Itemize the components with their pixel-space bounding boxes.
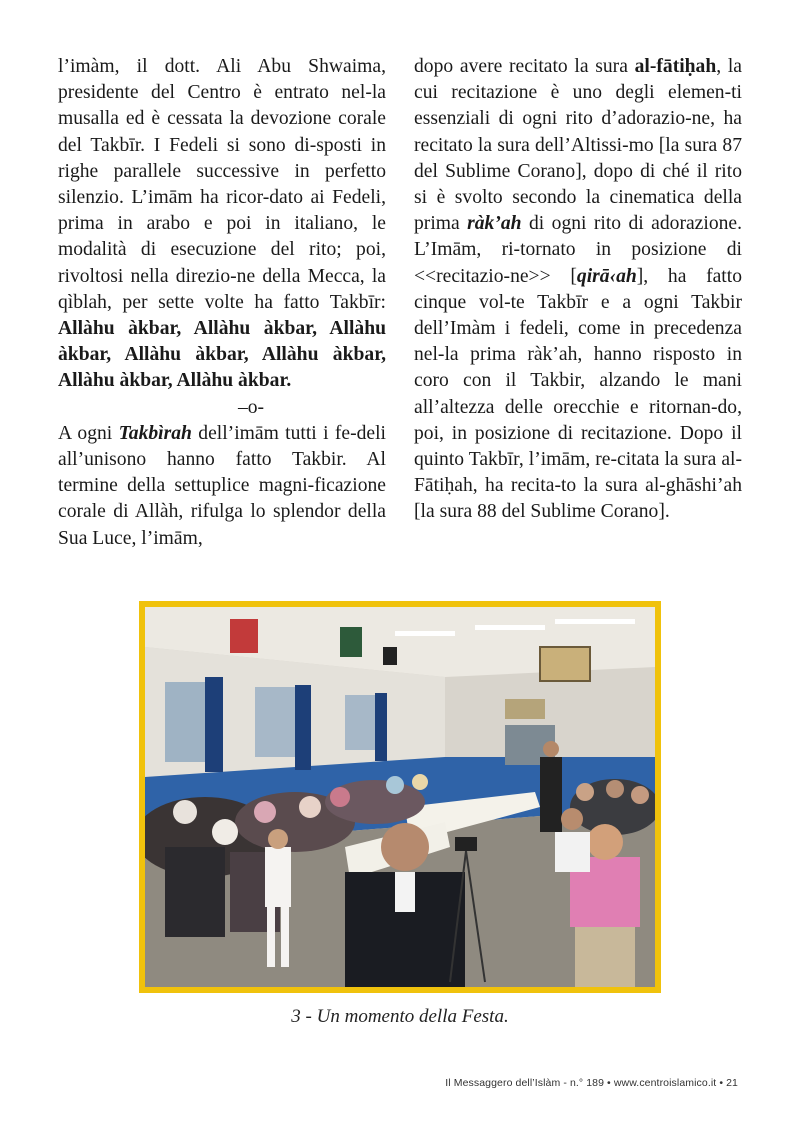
paragraph-text: , la cui recitazione è uno degli elemen-ti essenziali di ogni rito d’adorazio-ne, ha recitato la sura dell’Altissi-mo [la sura 87 del Sublime Corano], dopo di ché il rito si è svolto secondo la cinematica della prima (414, 56, 742, 235)
paragraph-text: dell’imām tutti i fe-deli all’unisono hanno fatto Takbir. Al termine della settuplice magni-ficazione corale di Allàh, rifulga lo splendor della Sua Luce, l’imām, (58, 422, 387, 549)
paragraph-recitation (414, 54, 742, 526)
section-divider: –o- (237, 396, 265, 418)
paragraph-takbir (58, 54, 386, 395)
paragraph-text: di ogni rito di adorazione. L’Imām, ri-tornato in posizione di <<recitazio-ne>> [ (414, 213, 743, 287)
page-footer: Il Messaggero dell’Islàm - n.° 189 • www.centroislamico.it • 21 (445, 1077, 738, 1089)
article-right-column (414, 54, 742, 526)
figure-caption: 3 - Un momento della Festa. (291, 1006, 509, 1027)
emphasis-term: Takbìrah (118, 422, 192, 444)
takbir-phrase: Allàhu àkbar, Allàhu àkbar, Allàhu àkbar, Allàhu àkbar, Allàhu àkbar, Allàhu àkbar, Allàhu àkbar. (58, 318, 386, 392)
emphasis-term: qirā‹ah (576, 265, 637, 287)
event-photo (139, 601, 661, 993)
paragraph-text: dopo avere recitato la sura (414, 56, 635, 77)
emphasis-term: ràk’ah (467, 213, 522, 235)
emphasis-term: al-fātiḥah (634, 56, 717, 77)
paragraph-text: A ogni (58, 422, 119, 444)
paragraph-text: ], ha fatto cinque vol-te Takbīr e a ogni Takbir dell’Imàm i fedeli, come in precedenza nel-la prima ràk’ah, hanno risposto in coro con il Takbir, alzando le mani all’altezza delle orecchie e ritornan-do, poi, in posizione di recitazione. Dopo il quinto Takbīr, l’imām, re-citata la sura al-Fātiḥah, ha recita-to la sura al-ghāshi’ah [la sura 88 del Sublime Corano]. (414, 265, 742, 523)
article-left-column (58, 54, 386, 552)
paragraph-takbirah (58, 421, 386, 552)
paragraph-text: l’imàm, il dott. Ali Abu Shwaima, presidente del Centro è entrato nel-la musalla ed è cessata la devozione corale del Takbīr. I Fedeli si sono di-sposti in righe parallele successive in perfetto silenzio. L’imām ha ricor-dato ai Fedeli, prima in arabo e poi in italiano, le modalità di esecuzione del rito; poi, rivoltosi nella direzio-ne della Mecca, la qìblah, per sette volte ha fatto Takbīr: (58, 56, 386, 313)
hall-photo-illustration (145, 607, 655, 987)
